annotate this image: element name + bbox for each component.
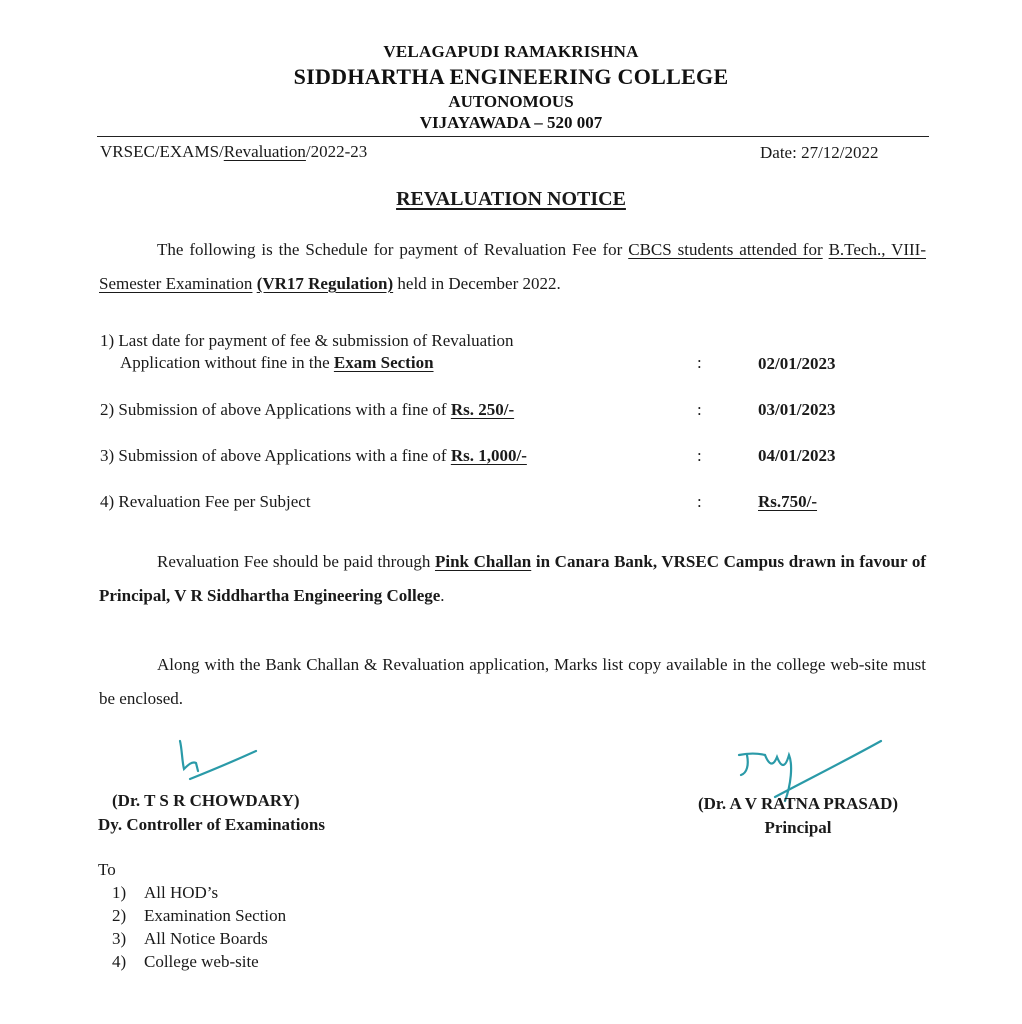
notice-date: Date: 27/12/2022 (760, 143, 879, 162)
college-name-line1: VELAGAPUDI RAMAKRISHNA (383, 42, 639, 61)
intro-paragraph: The following is the Schedule for payment of Revaluation Fee for CBCS students attended for B.Tech., VIII-Semester Examination (VR17 Regulation) held in December 2022. (99, 240, 926, 293)
schedule-item-3: 3) Submission of above Applications with a fine of Rs. 1,000/- (100, 446, 527, 465)
revaluation-fee-value: Rs.750/- (758, 492, 818, 511)
notice-title: REVALUATION NOTICE (396, 188, 626, 210)
signature-chowdary (170, 735, 270, 785)
schedule-colon-4: : (697, 492, 702, 511)
schedule-colon-1: : (697, 353, 702, 372)
schedule-date-3: 04/01/2023 (758, 446, 836, 465)
college-name-line2: SIDDHARTHA ENGINEERING COLLEGE (293, 64, 729, 89)
reference-number: VRSEC/EXAMS/Revaluation/2022-23 (100, 142, 368, 161)
distribution-item: 1) All HOD’s (112, 883, 219, 902)
distribution-item: 2) Examination Section (112, 906, 287, 925)
schedule-item-4: 4) Revaluation Fee per Subject (100, 492, 311, 511)
distribution-item: 4) College web-site (112, 952, 259, 971)
payment-paragraph: Revaluation Fee should be paid through Pink Challan in Canara Bank, VRSEC Campus drawn in favour of Principal, V R Siddhartha Engineering College. (99, 552, 926, 605)
schedule-item-1: 1) Last date for payment of fee & submission of Revaluation Application without fine in the Exam Section (100, 331, 514, 372)
header-divider (97, 136, 929, 137)
signatory-right-title: Principal (764, 818, 832, 837)
signatory-left (98, 789, 325, 837)
signatory-left-name: (Dr. T S R CHOWDARY) (112, 791, 300, 810)
distribution-to: To (98, 860, 116, 879)
schedule-date-1: 02/01/2023 (758, 354, 836, 373)
enclosure-paragraph: Along with the Bank Challan & Revaluation application, Marks list copy available in the college web-site must be enclosed. (99, 655, 926, 708)
college-address: VIJAYAWADA – 520 007 (419, 113, 603, 132)
schedule-colon-3: : (697, 446, 702, 465)
distribution-item: 3) All Notice Boards (112, 929, 268, 948)
signatory-right (676, 792, 920, 840)
schedule-date-2: 03/01/2023 (758, 400, 836, 419)
signatory-right-name: (Dr. A V RATNA PRASAD) (697, 794, 899, 813)
autonomous-label: AUTONOMOUS (448, 92, 574, 111)
schedule-colon-2: : (697, 400, 702, 419)
schedule-item-2: 2) Submission of above Applications with a fine of Rs. 250/- (100, 400, 515, 419)
signatory-left-title: Dy. Controller of Examinations (98, 815, 325, 834)
